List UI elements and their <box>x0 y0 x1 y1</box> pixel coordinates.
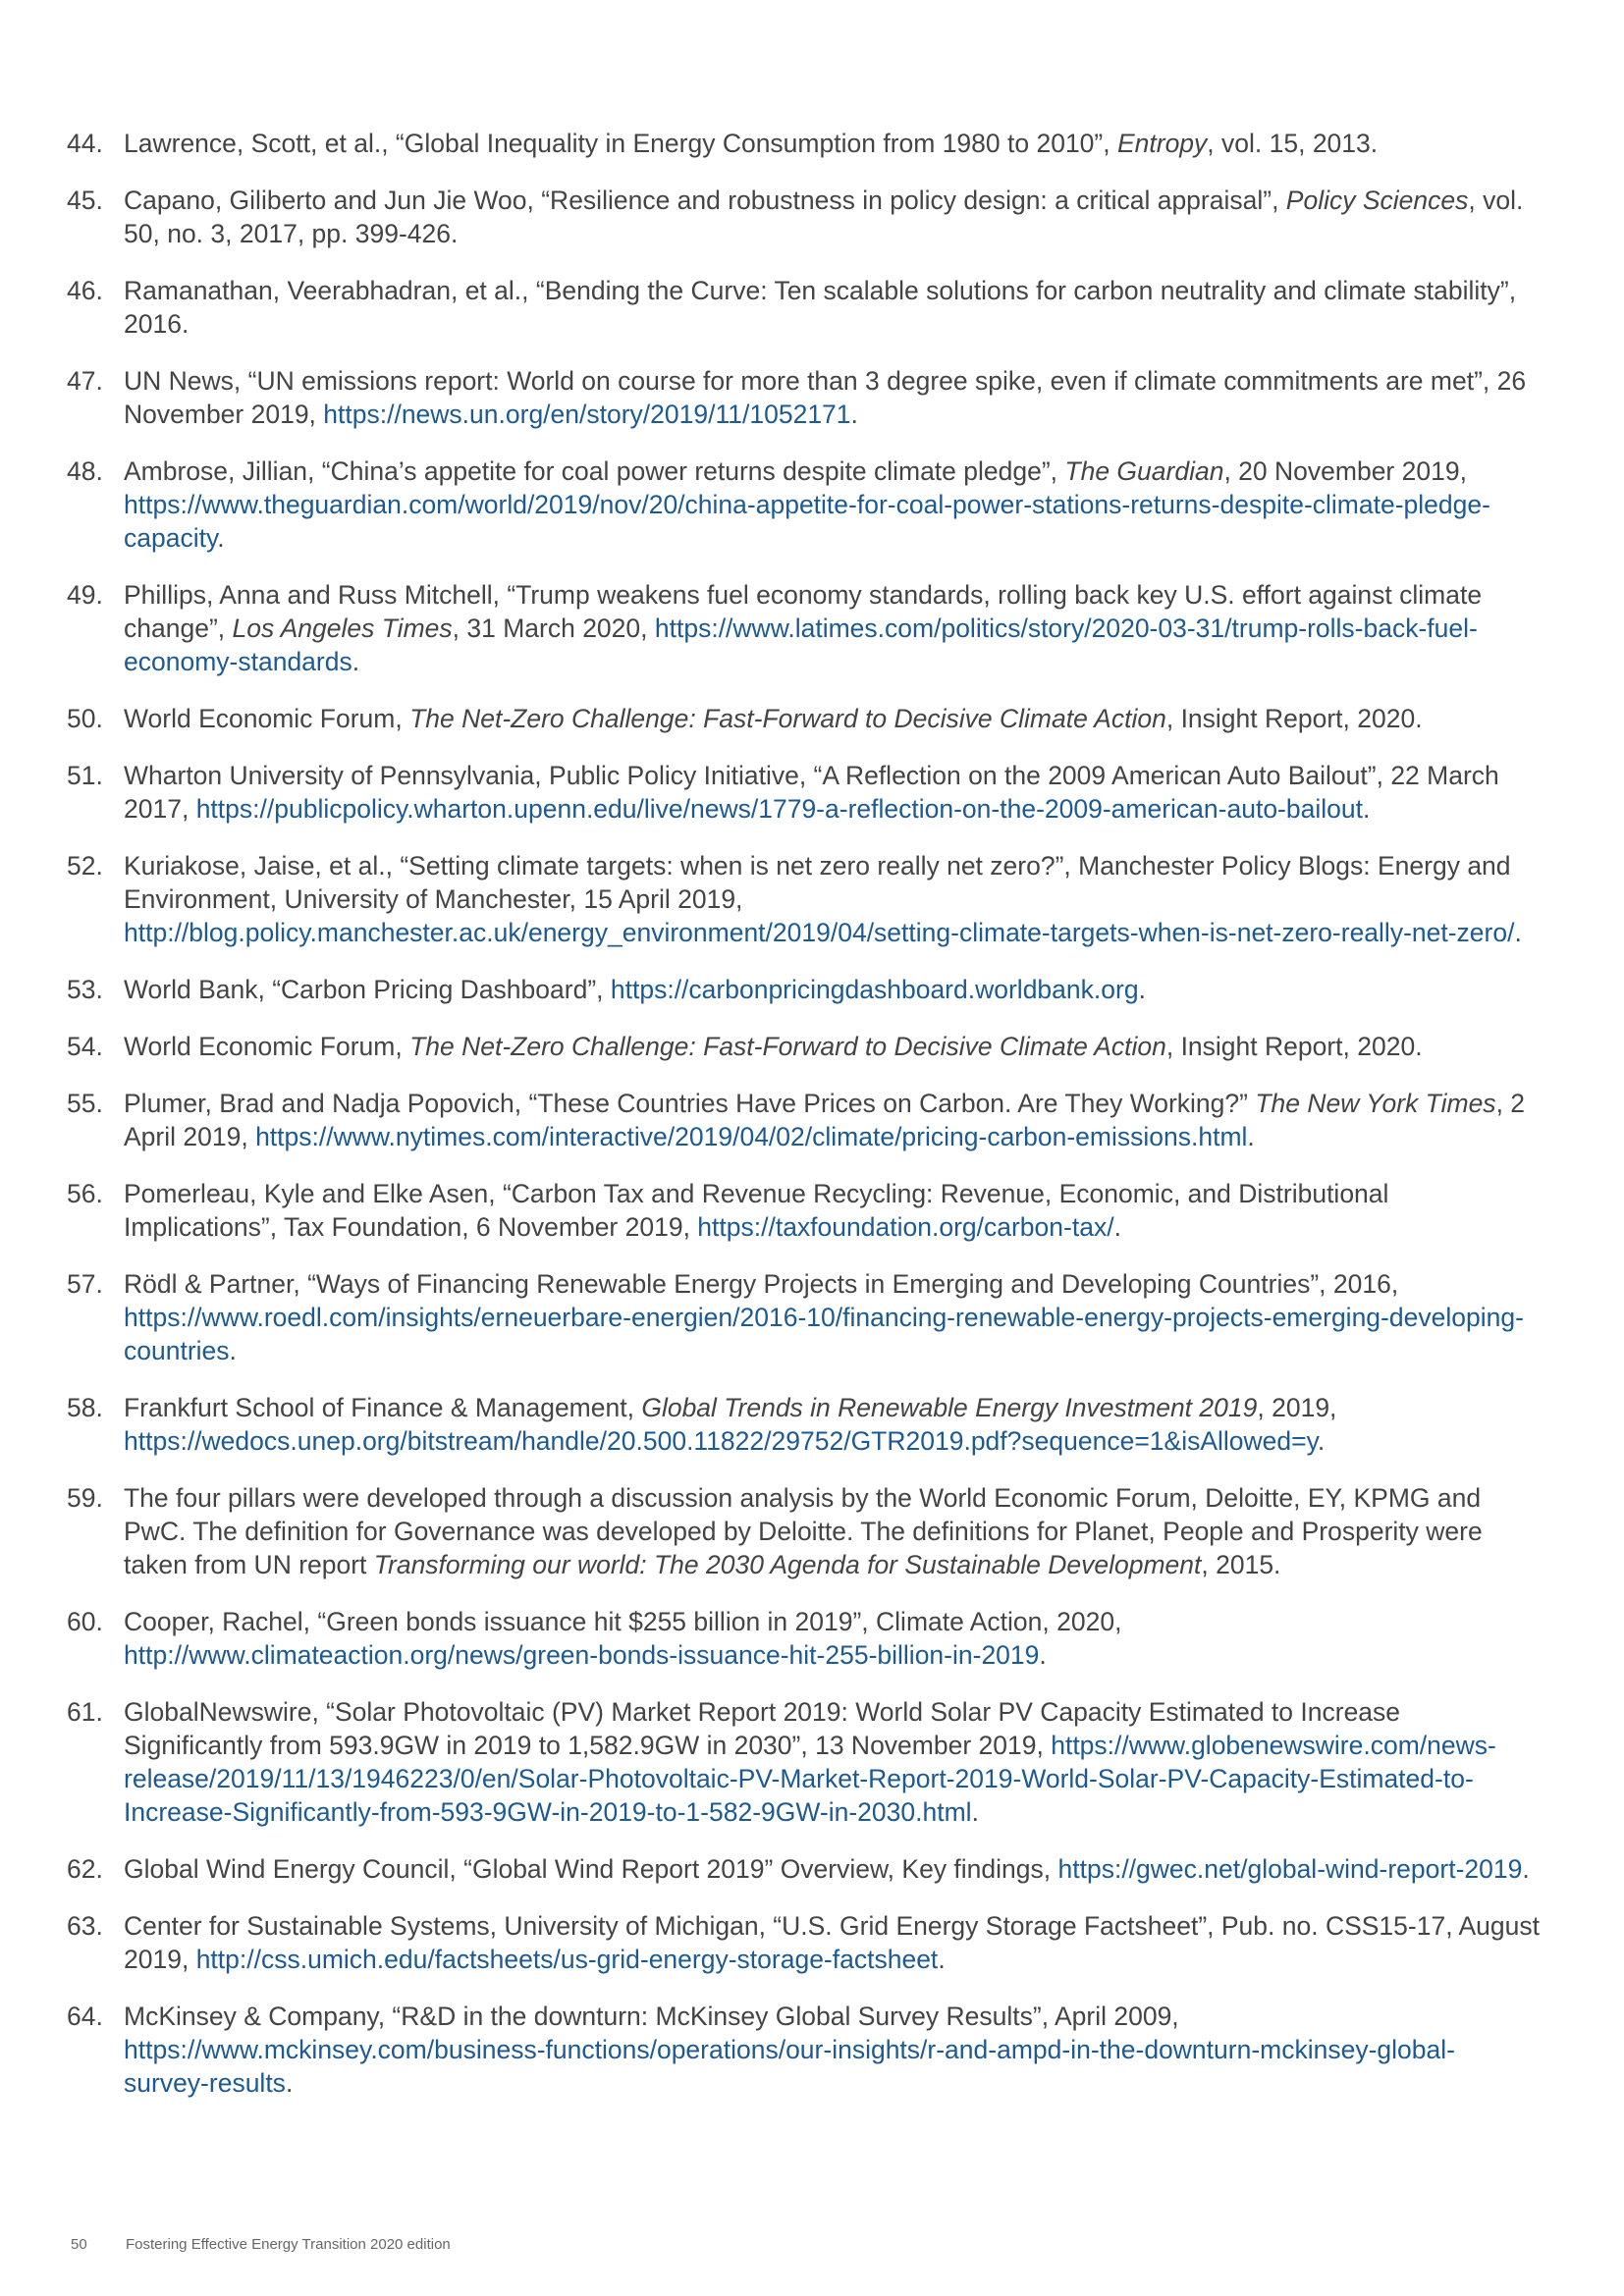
reference-text-segment: . <box>1317 1426 1326 1456</box>
reference-item <box>67 274 1540 341</box>
reference-text-segment: . <box>1522 1854 1530 1884</box>
reference-text-segment: . <box>1362 794 1371 824</box>
reference-number: 52. <box>67 851 103 881</box>
reference-text <box>124 366 1526 429</box>
reference-link[interactable]: http://www.climateaction.org/news/green-bonds-issuance-hit-255-billion-in-2019 <box>124 1640 1040 1670</box>
reference-text-segment: . <box>1247 1122 1255 1151</box>
reference-number: 51. <box>67 761 103 790</box>
reference-text-segment: UN News, “UN emissions report: World on course for more than 3 degree spike, even if climate commitments are met”, 26 November 2019, <box>124 366 1527 429</box>
reference-link[interactable]: http://blog.policy.manchester.ac.uk/energy_environment/2019/04/setting-climate-targets-when-is-net-zero-really-net-zero/ <box>124 918 1515 947</box>
reference-text-segment: , Insight Report, 2020. <box>1165 704 1423 733</box>
reference-text-segment: , 2 April 2019, <box>124 1089 1526 1151</box>
reference-text-segment: World Economic Forum, <box>124 704 410 733</box>
reference-text-segment: . <box>1138 975 1146 1004</box>
reference-text-segment: Kuriakose, Jaise, et al., “Setting climate targets: when is net zero really net zero?”, Manchester Policy Blogs: Energy and Environment, University of Manchester, 15 April 2019, <box>124 851 1511 914</box>
reference-item <box>67 1030 1540 1063</box>
reference-link[interactable]: https://taxfoundation.org/carbon-tax/ <box>697 1212 1114 1242</box>
reference-text-segment: , 31 March 2020, <box>452 614 655 643</box>
reference-text-segment: Frankfurt School of Finance & Management, <box>124 1393 642 1422</box>
reference-text <box>124 1697 1496 1827</box>
reference-text-segment: , Insight Report, 2020. <box>1165 1032 1423 1061</box>
reference-link[interactable]: https://www.globenewswire.com/news-release/2019/11/13/1946223/0/en/Solar-Photovoltaic-PV-Market-Report-2019-World-Solar-PV-Capacity-Estimated-to-Increase-Significantly-from-593-9GW-in-2019-to-1-582-9GW-in-2030.html <box>124 1731 1496 1827</box>
reference-number: 62. <box>67 1854 103 1884</box>
reference-text-segment: Cooper, Rachel, “Green bonds issuance hit $255 billion in 2019”, Climate Action, 2020, <box>124 1607 1122 1636</box>
reference-item <box>67 1481 1540 1581</box>
reference-number: 64. <box>67 2002 103 2031</box>
reference-number: 63. <box>67 1911 103 1941</box>
reference-link[interactable]: https://www.theguardian.com/world/2019/nov/20/china-appetite-for-coal-power-stations-returns-despite-climate-pledge-capacity <box>124 490 1490 553</box>
reference-item <box>67 759 1540 826</box>
reference-text <box>124 1269 1524 1365</box>
page-number: 50 <box>71 2236 87 2253</box>
reference-item <box>67 973 1540 1006</box>
reference-text-segment: World Bank, “Carbon Pricing Dashboard”, <box>124 975 611 1004</box>
reference-text <box>124 1179 1388 1242</box>
reference-number: 54. <box>67 1032 103 1061</box>
reference-text <box>124 851 1522 947</box>
reference-number: 47. <box>67 366 103 396</box>
reference-item <box>67 1391 1540 1458</box>
reference-text <box>124 1854 1530 1884</box>
reference-text-segment: . <box>1039 1640 1047 1670</box>
reference-text-segment: Pomerleau, Kyle and Elke Asen, “Carbon Tax and Revenue Recycling: Revenue, Economic, and Distributional Implications”, Tax Foundation, 6 November 2019, <box>124 1179 1389 1242</box>
reference-number: 55. <box>67 1089 103 1118</box>
reference-text-segment: The four pillars were developed through a discussion analysis by the World Economic Forum, Deloitte, EY, KPMG and PwC. The definition for Governance was developed by Deloitte. The definitions for Planet, People and Prosperity were taken from UN report <box>124 1483 1483 1579</box>
reference-text-segment: Center for Sustainable Systems, University of Michigan, “U.S. Grid Energy Storage Factsheet”, Pub. no. CSS15-17, August 2019, <box>124 1911 1540 1974</box>
reference-item <box>67 454 1540 555</box>
reference-item <box>67 364 1540 431</box>
reference-text-segment: . <box>229 1336 237 1365</box>
reference-text-segment: . <box>1514 918 1522 947</box>
reference-list <box>67 127 1540 2123</box>
reference-text-segment: Ambrose, Jillian, “China’s appetite for coal power returns despite climate pledge”, <box>124 456 1065 486</box>
reference-item <box>67 1605 1540 1672</box>
reference-text-segment: . <box>938 1945 946 1974</box>
reference-link[interactable]: https://www.nytimes.com/interactive/2019/04/02/climate/pricing-carbon-emissions.html <box>255 1122 1248 1151</box>
reference-number: 46. <box>67 276 103 305</box>
reference-text-segment: , vol. 15, 2013. <box>1207 129 1379 158</box>
reference-text <box>124 975 1146 1004</box>
reference-publication-title: Global Trends in Renewable Energy Investment 2019 <box>641 1393 1258 1422</box>
reference-item <box>67 849 1540 949</box>
reference-item <box>67 184 1540 250</box>
reference-number: 45. <box>67 186 103 215</box>
reference-text-segment: . <box>971 1797 979 1827</box>
reference-text <box>124 1393 1336 1456</box>
reference-text-segment: , vol. 50, no. 3, 2017, pp. 399-426. <box>124 186 1524 248</box>
reference-text-segment: World Economic Forum, <box>124 1032 410 1061</box>
reference-text-segment: Capano, Giliberto and Jun Jie Woo, “Resilience and robustness in policy design: a critical appraisal”, <box>124 186 1286 215</box>
reference-publication-title: Entropy <box>1116 129 1208 158</box>
reference-text-segment: Ramanathan, Veerabhadran, et al., “Bending the Curve: Ten scalable solutions for carbon neutrality and climate stability”, 2016. <box>124 276 1517 339</box>
reference-item <box>67 1267 1540 1367</box>
reference-item <box>67 702 1540 735</box>
reference-number: 60. <box>67 1607 103 1636</box>
reference-link[interactable]: https://wedocs.unep.org/bitstream/handle/20.500.11822/29752/GTR2019.pdf?sequence=1&isAllowed=y <box>124 1426 1318 1456</box>
reference-text-segment: Rödl & Partner, “Ways of Financing Renewable Energy Projects in Emerging and Developing Countries”, 2016, <box>124 1269 1399 1299</box>
reference-item <box>67 1852 1540 1886</box>
reference-text <box>124 1483 1483 1579</box>
reference-text-segment: , 20 November 2019, <box>1223 456 1467 486</box>
reference-number: 59. <box>67 1483 103 1513</box>
reference-text <box>124 1089 1525 1151</box>
reference-link[interactable]: https://carbonpricingdashboard.worldbank.org <box>610 975 1139 1004</box>
publication-title: Fostering Effective Energy Transition 2020 edition <box>126 2236 451 2253</box>
reference-number: 56. <box>67 1179 103 1208</box>
reference-link[interactable]: https://news.un.org/en/story/2019/11/1052171 <box>323 400 851 429</box>
reference-text <box>124 761 1499 824</box>
reference-text-segment: Wharton University of Pennsylvania, Public Policy Initiative, “A Reflection on the 2009 American Auto Bailout”, 22 March 2017, <box>124 761 1499 824</box>
reference-link[interactable]: http://css.umich.edu/factsheets/us-grid-energy-storage-factsheet <box>195 1945 939 1974</box>
reference-number: 61. <box>67 1697 103 1727</box>
reference-publication-title: Los Angeles Times <box>232 614 453 643</box>
reference-publication-title: Policy Sciences <box>1285 186 1469 215</box>
reference-text <box>124 2002 1455 2098</box>
reference-publication-title: Transforming our world: The 2030 Agenda for Sustainable Development <box>373 1550 1202 1579</box>
reference-publication-title: The Net-Zero Challenge: Fast-Forward to Decisive Climate Action <box>409 1032 1166 1061</box>
reference-item <box>67 578 1540 678</box>
reference-text <box>124 580 1482 676</box>
reference-text <box>124 129 1378 158</box>
reference-item <box>67 1177 1540 1244</box>
reference-text-segment: , 2019, <box>1257 1393 1337 1422</box>
reference-text <box>124 1911 1540 1974</box>
reference-item <box>67 2000 1540 2100</box>
reference-link[interactable]: https://www.latimes.com/politics/story/2020-03-31/trump-rolls-back-fuel-economy-standards <box>124 614 1478 676</box>
reference-link[interactable]: https://www.roedl.com/insights/erneuerbare-energien/2016-10/financing-renewable-energy-projects-emerging-developing-countries <box>124 1303 1524 1365</box>
reference-link[interactable]: https://gwec.net/global-wind-report-2019 <box>1057 1854 1523 1884</box>
reference-number: 48. <box>67 456 103 486</box>
reference-link[interactable]: https://publicpolicy.wharton.upenn.edu/live/news/1779-a-reflection-on-the-2009-american-auto-bailout <box>195 794 1363 824</box>
reference-number: 49. <box>67 580 103 610</box>
reference-number: 44. <box>67 129 103 158</box>
reference-publication-title: The New York Times <box>1255 1089 1496 1118</box>
reference-number: 57. <box>67 1269 103 1299</box>
reference-text-segment: . <box>850 400 858 429</box>
reference-publication-title: The Net-Zero Challenge: Fast-Forward to Decisive Climate Action <box>409 704 1166 733</box>
reference-text-segment: GlobalNewswire, “Solar Photovoltaic (PV) Market Report 2019: World Solar PV Capacity Estimated to Increase Significantly from 593.9GW in 2019 to 1,582.9GW in 2030”, 13 November 2019, <box>124 1697 1401 1760</box>
reference-number: 50. <box>67 704 103 733</box>
reference-item <box>67 1695 1540 1829</box>
reference-text-segment: Global Wind Energy Council, “Global Wind Report 2019” Overview, Key findings, <box>124 1854 1058 1884</box>
reference-text <box>124 186 1523 248</box>
reference-text-segment: . <box>285 2068 294 2098</box>
reference-text-segment: Lawrence, Scott, et al., “Global Inequality in Energy Consumption from 1980 to 2010”, <box>124 129 1117 158</box>
reference-item <box>67 1087 1540 1153</box>
reference-number: 58. <box>67 1393 103 1422</box>
reference-text <box>124 704 1423 733</box>
reference-text-segment: , 2015. <box>1201 1550 1281 1579</box>
reference-item <box>67 1909 1540 1976</box>
reference-text-segment: Phillips, Anna and Russ Mitchell, “Trump weakens fuel economy standards, rolling back key U.S. effort against climate change”, <box>124 580 1483 643</box>
reference-text-segment: . <box>217 523 225 553</box>
reference-text-segment: . <box>1113 1212 1121 1242</box>
reference-text-segment: . <box>352 647 360 676</box>
reference-publication-title: The Guardian <box>1064 456 1224 486</box>
reference-number: 53. <box>67 975 103 1004</box>
reference-text <box>124 276 1516 339</box>
reference-text-segment: McKinsey & Company, “R&D in the downturn: McKinsey Global Survey Results”, April 2009, <box>124 2002 1179 2031</box>
page-footer <box>71 2236 451 2253</box>
reference-text-segment: Plumer, Brad and Nadja Popovich, “These Countries Have Prices on Carbon. Are They Working?” <box>124 1089 1256 1118</box>
reference-text <box>124 1607 1121 1670</box>
reference-text <box>124 1032 1423 1061</box>
reference-text <box>124 456 1490 553</box>
reference-link[interactable]: https://www.mckinsey.com/business-functions/operations/our-insights/r-and-ampd-in-the-downturn-mckinsey-global-survey-results <box>124 2035 1455 2098</box>
reference-item <box>67 127 1540 160</box>
